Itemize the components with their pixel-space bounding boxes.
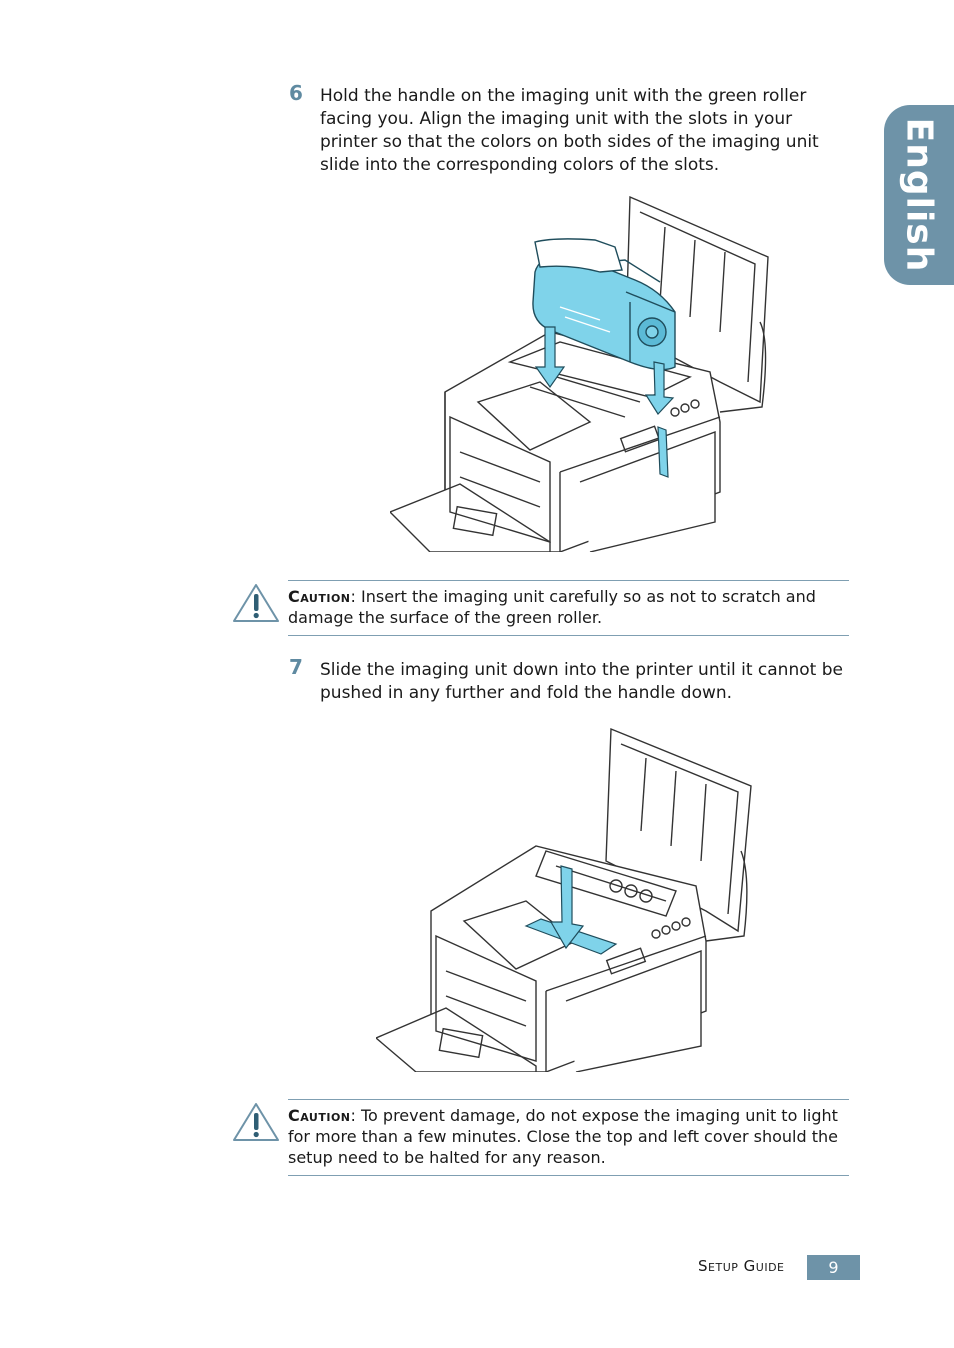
step-number: 7: [289, 655, 303, 679]
caution-body: : Insert the imaging unit carefully so as not to scratch and damage the surface of the green roller.: [288, 587, 816, 627]
caution-icon: [231, 582, 281, 624]
caution-note-1: [288, 580, 849, 636]
step-text: Hold the handle on the imaging unit with the green roller facing you. Align the imaging unit with the slots in your printer so that the colors on both sides of the imaging unit slide into the corresponding colors of the slots.: [320, 86, 819, 175]
caution-label: Caution: [288, 587, 351, 606]
language-tab: [884, 105, 954, 285]
caution-body: : To prevent damage, do not expose the imaging unit to light for more than a few minutes. Close the top and left cover should the setup need to be halted for any reason.: [288, 1106, 838, 1167]
printer-illustration-insert: [390, 192, 770, 552]
caution-text: [288, 581, 849, 635]
caution-icon: [231, 1101, 281, 1143]
footer-guide-title: Setup Guide: [698, 1257, 785, 1275]
step-text: Slide the imaging unit down into the printer until it cannot be pushed in any further and fold the handle down.: [320, 660, 843, 703]
caution-label: Caution: [288, 1106, 351, 1125]
caution-text: [288, 1100, 849, 1175]
caution-note-2: [288, 1099, 849, 1176]
page-number: 9: [807, 1255, 860, 1280]
printer-illustration-slide-down: [376, 726, 756, 1072]
step-number: 6: [289, 81, 303, 105]
language-tab-label: English: [898, 117, 940, 273]
